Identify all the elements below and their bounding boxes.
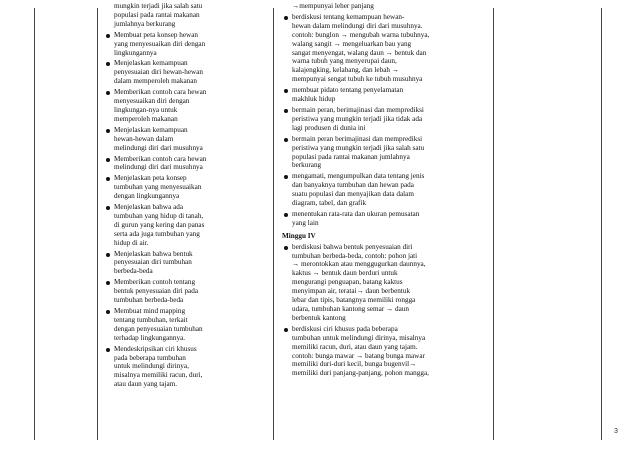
text-line: penyesuaian diri hewan-hewan bbox=[114, 68, 204, 77]
text-line: bermain peran, berimajinasi dan memprediksi bbox=[292, 105, 424, 114]
text-line: mempunyai sengat tubuh ke tubuh musuhnya bbox=[292, 75, 423, 84]
text-line: memiliki duri-duri kecil, bunga bugenvil→ bbox=[292, 360, 417, 369]
continued-text bbox=[282, 2, 487, 11]
text-line: pada beberapa tumbuhan bbox=[114, 353, 186, 362]
bullet-item bbox=[104, 88, 274, 124]
text-line: mungkin terjadi jika salah satu bbox=[114, 2, 203, 10]
bullet-item bbox=[104, 203, 274, 248]
text-line: Mendeskripsikan ciri khusus bbox=[114, 344, 197, 353]
text-line: hewan-hewan dalam bbox=[114, 134, 174, 143]
text-line: Memberikan contoh tentang bbox=[114, 278, 196, 287]
text-line: berkurang bbox=[292, 161, 322, 170]
text-line: kaktus → bentuk daun berduri untuk bbox=[292, 269, 398, 278]
bullet-item bbox=[282, 106, 487, 133]
text-line: jumlahnya berkurang bbox=[114, 19, 176, 28]
text-line: atau daun yang tajam. bbox=[114, 380, 178, 389]
bullet-item bbox=[282, 13, 487, 84]
text-line: Menjelaskan kemampuan bbox=[114, 59, 188, 68]
bullet-item bbox=[282, 210, 487, 228]
right-list bbox=[282, 2, 487, 378]
text-line: peristiwa yang mungkin terjadi jika tidak ada bbox=[292, 114, 423, 123]
text-line: Menjelaskan bahwa bentuk bbox=[114, 249, 193, 258]
text-line: tumbuhan untuk melindungi dirinya, misalnya bbox=[292, 333, 426, 342]
text-line: walang sangit → mengeluarkan bau yang bbox=[292, 39, 412, 48]
text-line: diagram, tabel, dan grafik bbox=[292, 199, 367, 208]
text-line: menyesuaikan diri dengan bbox=[114, 97, 190, 106]
text-line: membuat pidato tentang penyelamatan bbox=[292, 86, 404, 95]
page-number: 3 bbox=[614, 428, 618, 435]
text-line: →mempunyai leher panjang bbox=[292, 2, 374, 10]
text-line: berbeda-beda bbox=[114, 267, 153, 276]
bullet-item bbox=[104, 345, 274, 390]
text-line: memiliki racun, duri, atau daun yang tajam. bbox=[292, 342, 418, 351]
text-line: lingkungan-nya untuk bbox=[114, 105, 178, 114]
text-line: berdiskusi tentang kemampuan hewan- bbox=[292, 12, 405, 21]
text-line: mengamati, mengumpulkan data tentang jenis bbox=[292, 172, 425, 181]
text-line: dan banyaknya tumbuhan dan hewan pada bbox=[292, 181, 414, 190]
column-divider-3 bbox=[493, 8, 494, 440]
bullet-item bbox=[282, 325, 487, 378]
text-line: menyimpan air, teratai→ daun berbentuk bbox=[292, 287, 411, 296]
text-line: suatu populasi dan menyajikan data dalam bbox=[292, 190, 414, 199]
text-line: berdiskusi bahwa bentuk penyesuaian diri bbox=[292, 242, 413, 251]
text-line: contoh: bunglon → mengubah warna tubuhnya, bbox=[292, 30, 430, 39]
text-line: populasi pada rantai makanan bbox=[114, 10, 200, 19]
bullet-item bbox=[104, 278, 274, 305]
text-line: di gurun yang kering dan panas bbox=[114, 220, 205, 229]
continued-text bbox=[104, 2, 274, 29]
text-line: berdiskusi ciri khusus pada beberapa bbox=[292, 324, 398, 333]
text-line: Memberikan contoh cara hewan bbox=[114, 154, 207, 163]
text-line: tumbuhan yang menyesuaikan bbox=[114, 183, 202, 192]
text-line: tentang tumbuhan, terkait bbox=[114, 315, 188, 324]
text-line: terhadap lingkungannya. bbox=[114, 333, 186, 342]
text-line: warna tubuh yang menyerupai daun, bbox=[292, 57, 397, 66]
text-line: Membuat mind mapping bbox=[114, 307, 186, 315]
text-line: bentuk penyesuaian diri pada bbox=[114, 287, 199, 296]
text-line: mengurangi penguapan, batang kaktus bbox=[292, 278, 403, 287]
text-line: bermain peran berimajinasi dan memprediksi bbox=[292, 134, 423, 143]
bullet-item bbox=[104, 250, 274, 277]
text-line: populasi pada rantai makanan jumlahnya bbox=[292, 152, 410, 161]
bullet-item bbox=[282, 243, 487, 323]
right-column-text bbox=[282, 2, 487, 378]
text-line: hidup di air. bbox=[114, 238, 149, 247]
text-line: serta ada juga tumbuhan yang bbox=[114, 229, 200, 238]
text-line: yang lain bbox=[292, 218, 319, 227]
text-line: dengan lingkungannya bbox=[114, 192, 180, 201]
left-column-text bbox=[104, 2, 274, 389]
section-heading bbox=[282, 232, 487, 241]
text-line: lebar dan tipis, batangnya memiliki rongga bbox=[292, 296, 416, 305]
bullet-item bbox=[104, 126, 274, 153]
text-line: → merontokkan atau menggugurkan daunnya, bbox=[292, 260, 426, 269]
bullet-item bbox=[282, 172, 487, 208]
text-line: Menjelaskan bahwa ada bbox=[114, 203, 184, 212]
bullet-item bbox=[104, 174, 274, 201]
bullet-item bbox=[282, 135, 487, 171]
text-line: untuk melindungi dirinya, bbox=[114, 362, 189, 371]
text-line: memperoleh makanan bbox=[114, 114, 178, 123]
text-line: penyesuaian diri tumbuhan bbox=[114, 258, 192, 267]
text-line: hewan dalam melindungi diri dari musuhnya. bbox=[292, 21, 423, 30]
text-line: makhluk hidup bbox=[292, 95, 336, 104]
column-divider-1 bbox=[97, 8, 98, 440]
text-line: dengan penyesuaian tumbuhan bbox=[114, 324, 203, 333]
text-line: lagi produsen di dunia ini bbox=[292, 123, 366, 132]
text-line: tumbuhan yang hidup di tanah, bbox=[114, 211, 204, 220]
text-line: tumbuhan berbeda-beda, contoh: pohon jati bbox=[292, 251, 418, 260]
text-line: udara, tumbuhan kantong semar → daun bbox=[292, 305, 409, 313]
text-line: dalam memperoleh makanan bbox=[114, 77, 198, 86]
bullet-item bbox=[104, 31, 274, 58]
text-line: misalnya memiliki racun, duri, bbox=[114, 371, 203, 380]
text-line: kalajengking, kelabang, dan lebah → bbox=[292, 66, 399, 75]
text-line: contoh: bunga mawar → batang bunga mawar bbox=[292, 351, 425, 360]
bullet-item bbox=[104, 155, 274, 173]
text-line: melindungi diri dari musuhnya bbox=[114, 143, 203, 152]
text-line: Menjelaskan peta konsep bbox=[114, 174, 187, 183]
bullet-item bbox=[104, 307, 274, 343]
left-list bbox=[104, 2, 274, 389]
text-line: memiliki duri panjang-panjang, pohon mangga, bbox=[292, 369, 429, 378]
bullet-item bbox=[282, 86, 487, 104]
text-line: yang menyesuaikan diri dengan bbox=[114, 39, 206, 48]
text-line: berbentuk kantong bbox=[292, 313, 346, 322]
text-line: Minggu IV bbox=[282, 231, 316, 240]
text-line: lingkungannya bbox=[114, 48, 157, 57]
text-line: menentukan rata-rata dan ukuran pemusatan bbox=[292, 209, 420, 218]
text-line: peristiwa yang mungkin terjadi jika salah satu bbox=[292, 143, 425, 152]
text-line: melindungi diri dari musuhnya bbox=[114, 163, 203, 172]
bullet-item bbox=[104, 59, 274, 86]
text-line: Menjelaskan kemampuan bbox=[114, 125, 188, 134]
text-line: Membuat peta konsep hewan bbox=[114, 30, 199, 39]
text-line: sangat menyengat, walang daun → bentuk dan bbox=[292, 48, 427, 57]
text-line: tumbuhan berbeda-beda bbox=[114, 296, 184, 305]
text-line: Memberikan contoh cara hewan bbox=[114, 88, 207, 97]
